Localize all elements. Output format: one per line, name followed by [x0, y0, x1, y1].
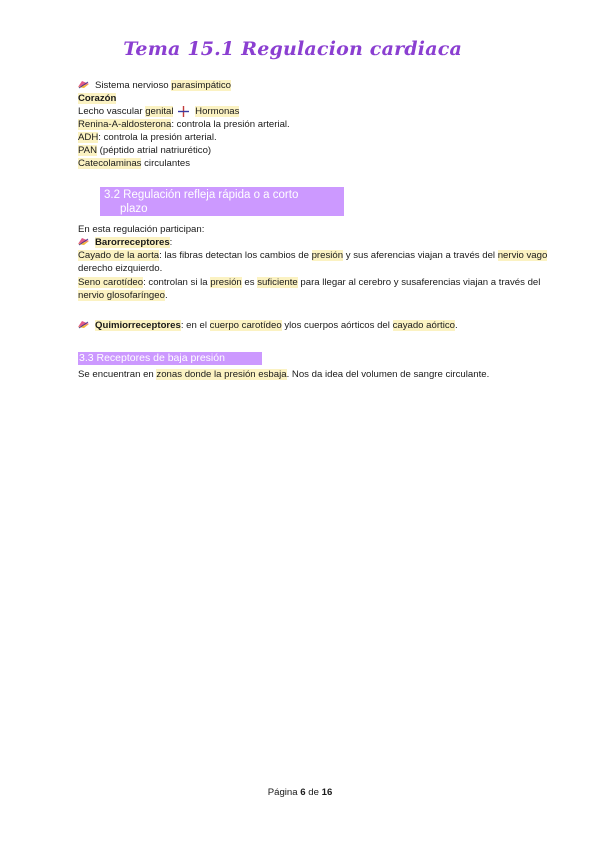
page-number: 6	[300, 787, 306, 798]
paragraph-text: .	[164, 290, 168, 301]
paragraph-text: : en el	[180, 320, 210, 331]
highlight-text: presión	[311, 250, 344, 261]
highlight-text: ADH	[78, 132, 99, 143]
paragraph-line	[78, 276, 540, 289]
list-item	[78, 144, 211, 157]
list-item	[78, 79, 231, 92]
heading-line: 3.2 Regulación refleja rápida o a corto	[104, 189, 299, 201]
page-total: 16	[321, 787, 333, 798]
heading-line: plazo	[120, 203, 148, 215]
paragraph-text: En esta regulación participan:	[78, 224, 205, 235]
paragraph-text: . Nos da idea del volumen de sangre circulante.	[286, 369, 490, 380]
paragraph-text: derecho eizquierdo.	[78, 263, 163, 274]
highlight-text: presión	[210, 277, 242, 288]
pushpin-icon	[78, 80, 89, 89]
paragraph-text: : las fibras detectan los cambios de	[159, 250, 312, 261]
list-item	[78, 92, 116, 105]
list-item	[78, 236, 172, 249]
highlight-text: nervio vago	[497, 250, 548, 261]
highlight-text: Catecolaminas	[78, 158, 142, 169]
list-item	[78, 105, 239, 118]
highlight-text: cayado aórtico	[392, 320, 455, 331]
list-text: : controla la presión arterial.	[98, 132, 217, 143]
highlight-text: nervio glosofaríngeo	[78, 290, 165, 301]
list-text: circulantes	[141, 158, 190, 169]
list-item	[78, 118, 290, 131]
highlight-text: Hormonas	[195, 106, 240, 117]
paragraph-text: : controlan si la	[143, 277, 211, 288]
pushpin-icon	[78, 237, 89, 246]
paragraph-line	[78, 368, 489, 381]
highlight-text: PAN	[78, 145, 98, 156]
footer-text: Página	[267, 787, 301, 798]
list-item	[78, 319, 458, 332]
document-title: Tema 15.1 Regulacion cardiaca	[123, 38, 462, 60]
paragraph-text: Se encuentran en	[78, 369, 157, 380]
list-text: Sistema nervioso	[95, 80, 172, 91]
heading-line: 3.3 Receptores de baja presión	[79, 352, 225, 364]
highlight-text: Renina-A-aldosterona	[78, 119, 172, 130]
highlight-text: Barorreceptores	[95, 237, 170, 248]
list-text: Lecho vascular	[78, 106, 146, 117]
highlight-text: parasimpático	[171, 80, 231, 91]
highlight-text: Seno carotídeo	[78, 277, 144, 288]
section-heading-3-3	[78, 352, 262, 365]
page-footer	[0, 787, 600, 798]
pushpin-icon	[178, 106, 189, 115]
paragraph-text: .	[454, 320, 458, 331]
list-item	[78, 157, 190, 170]
paragraph-text: y sus aferencias viajan a través del	[343, 250, 498, 261]
list-text: (péptido atrial natriurético)	[97, 145, 212, 156]
pushpin-icon	[78, 320, 89, 329]
highlight-text: Quimiorreceptores	[95, 320, 181, 331]
highlight-text: Cayado de la aorta	[78, 250, 160, 261]
section-heading-3-2	[100, 187, 344, 216]
list-item	[78, 131, 217, 144]
highlight-text: suficiente	[257, 277, 298, 288]
footer-text: de	[305, 787, 322, 798]
paragraph-text: para llegar al cerebro y susaferencias viajan a través del	[297, 277, 541, 288]
highlight-text: cuerpo carotídeo	[209, 320, 282, 331]
highlight-text: zonas donde la presión esbaja	[156, 369, 287, 380]
highlight-text: Corazón	[78, 93, 117, 104]
list-text: :	[169, 237, 173, 248]
paragraph-text: es	[241, 277, 258, 288]
paragraph-line	[78, 289, 168, 302]
list-text: : controla la presión arterial.	[171, 119, 290, 130]
paragraph-line	[78, 249, 547, 262]
highlight-text: genital	[145, 106, 174, 117]
paragraph-text: ylos cuerpos aórticos del	[281, 320, 393, 331]
